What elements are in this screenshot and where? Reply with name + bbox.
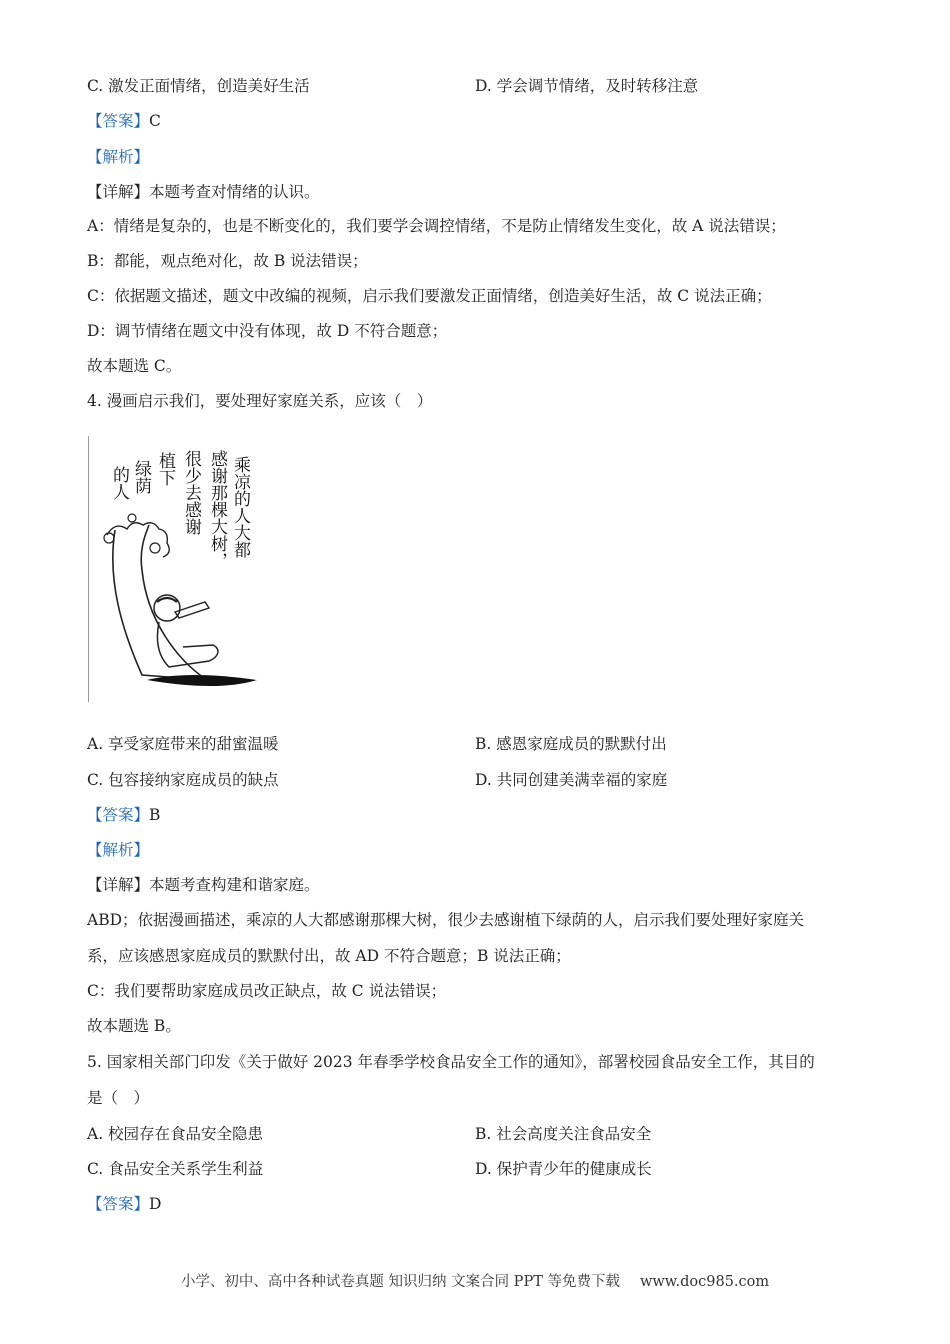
q3-conclusion: 故本题选 C。	[87, 357, 182, 375]
cartoon-text-6: 的人	[109, 466, 129, 500]
cartoon-text-1: 乘凉的人大都	[230, 456, 250, 558]
q5-option-a: A. 校园存在食品安全隐患	[87, 1125, 264, 1143]
q3-line-a: A：情绪是复杂的，也是不断变化的，我们要学会调控情绪，不是防止情绪发生变化，故 A 说法错误；	[87, 217, 786, 235]
answer-tag: 【答案】	[87, 1195, 150, 1213]
footer-text: 小学、初中、高中各种试卷真题 知识归纳 文案合同 PPT 等免费下载	[180, 1274, 620, 1290]
q5-answer	[87, 1194, 161, 1214]
cartoon-text-4: 植下	[155, 452, 175, 486]
q3-analysis-tag: 【解析】	[87, 148, 150, 166]
q5-option-c: C. 食品安全关系学生利益	[87, 1160, 264, 1178]
q3-option-c: C. 激发正面情绪，创造美好生活	[87, 77, 310, 95]
answer-tag: 【答案】	[87, 806, 150, 824]
cartoon-image	[87, 430, 267, 702]
q3-line-c: C：依据题文描述，题文中改编的视频，启示我们要激发正面情绪，创造美好生活，故 C 说法正确；	[87, 287, 772, 305]
footer-link[interactable]: www.doc985.com	[639, 1274, 770, 1290]
q4-option-c: C. 包容接纳家庭成员的缺点	[87, 771, 279, 789]
q5-stem-2: 是（ ）	[87, 1089, 150, 1107]
q4-option-a: A. 享受家庭带来的甜蜜温暖	[87, 735, 279, 753]
q4-answer	[87, 805, 160, 825]
q3-answer	[87, 111, 161, 131]
cartoon-text-3: 很少去感谢	[181, 450, 201, 535]
q3-detail: 【详解】本题考查对情绪的认识。	[87, 183, 320, 201]
q4-line-abd-1: ABD；依据漫画描述，乘凉的人大都感谢那棵大树，很少去感谢植下绿荫的人，启示我们要处理好家庭关	[87, 911, 805, 929]
q4-line-c: C：我们要帮助家庭成员改正缺点，故 C 说法错误；	[87, 982, 447, 1000]
answer-tag: 【答案】	[87, 112, 150, 130]
q4-line-abd-2: 系，应该感恩家庭成员的默默付出，故 AD 不符合题意；B 说法正确；	[87, 947, 571, 965]
answer-value: B	[149, 806, 161, 824]
cartoon-text-5: 绿荫	[131, 460, 151, 494]
q5-option-b: B. 社会高度关注食品安全	[475, 1125, 652, 1143]
q5-stem-1: 5. 国家相关部门印发《关于做好 2023 年春季学校食品安全工作的通知》，部署校园食品安全工作，其目的	[87, 1053, 815, 1071]
answer-value: D	[149, 1195, 162, 1213]
q5-option-d: D. 保护青少年的健康成长	[475, 1160, 652, 1178]
q4-analysis-tag: 【解析】	[87, 841, 150, 859]
answer-value: C	[149, 112, 161, 130]
q4-stem: 4. 漫画启示我们，要处理好家庭关系，应该（ ）	[87, 392, 433, 410]
q4-option-b: B. 感恩家庭成员的默默付出	[475, 735, 667, 753]
q4-option-d: D. 共同创建美满幸福的家庭	[475, 771, 668, 789]
q3-line-b: B：都能，观点绝对化，故 B 说法错误；	[87, 252, 368, 270]
q4-detail: 【详解】本题考查构建和谐家庭。	[87, 876, 320, 894]
q3-option-d: D. 学会调节情绪，及时转移注意	[475, 77, 699, 95]
q3-line-d: D：调节情绪在题文中没有体现，故 D 不符合题意；	[87, 322, 448, 340]
cartoon-text-2: 感谢那棵大树，	[207, 450, 227, 569]
page-footer	[0, 1270, 950, 1291]
q4-conclusion: 故本题选 B。	[87, 1017, 181, 1035]
